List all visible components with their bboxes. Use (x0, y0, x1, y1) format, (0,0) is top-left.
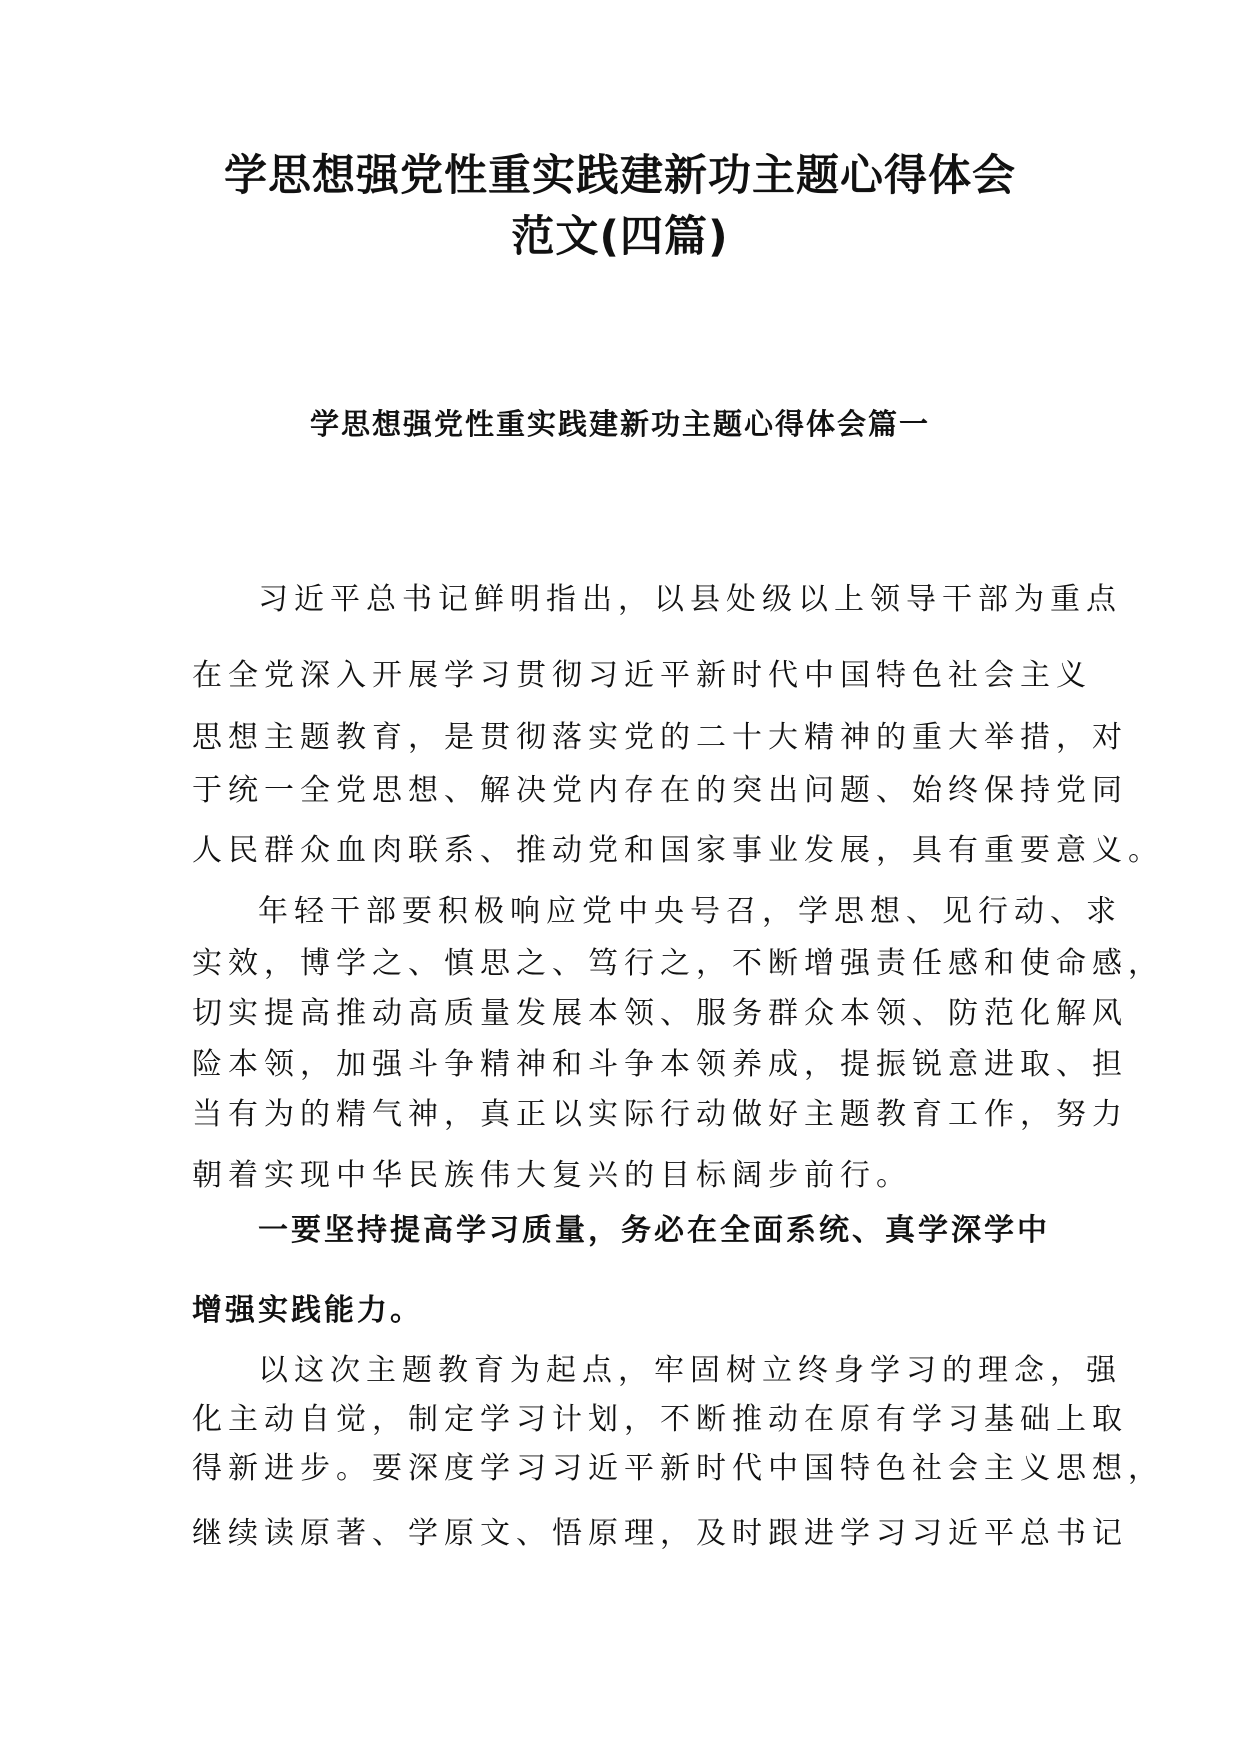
section-title: 学思想强党性重实践建新功主题心得体会篇一 (309, 407, 930, 441)
body-line: 当有为的精气神，真正以实际行动做好主题教育工作，努力 (192, 1097, 1128, 1132)
document-title-line-1: 学思想强党性重实践建新功主题心得体会 (224, 151, 1016, 201)
body-line: 切实提高推动高质量发展本领、服务群众本领、防范化解风 (192, 996, 1128, 1031)
subheading-line-2: 增强实践能力。 (192, 1293, 423, 1328)
body-line: 思想主题教育，是贯彻落实党的二十大精神的重大举措，对 (192, 720, 1128, 755)
body-line: 在全党深入开展学习贯彻习近平新时代中国特色社会主义 (192, 658, 1092, 693)
body-line: 朝着实现中华民族伟大复兴的目标阔步前行。 (192, 1158, 912, 1193)
body-line: 人民群众血肉联系、推动党和国家事业发展，具有重要意义。 (192, 833, 1164, 868)
body-line: 习近平总书记鲜明指出，以县处级以上领导干部为重点 (258, 582, 1122, 617)
body-line: 于统一全党思想、解决党内存在的突出问题、始终保持党同 (192, 773, 1128, 808)
body-line: 实效，博学之、慎思之、笃行之，不断增强责任感和使命感， (192, 946, 1164, 981)
body-line: 得新进步。要深度学习习近平新时代中国特色社会主义思想， (192, 1451, 1164, 1486)
subheading-line-1: 一要坚持提高学习质量，务必在全面系统、真学深学中 (258, 1213, 1050, 1248)
body-line: 继续读原著、学原文、悟原理，及时跟进学习习近平总书记 (192, 1516, 1128, 1551)
body-line: 以这次主题教育为起点，牢固树立终身学习的理念，强 (258, 1353, 1122, 1388)
document-title-line-2: 范文(四篇) (511, 212, 729, 262)
body-line: 化主动自觉，制定学习计划，不断推动在原有学习基础上取 (192, 1402, 1128, 1437)
body-line: 年轻干部要积极响应党中央号召，学思想、见行动、求 (258, 894, 1122, 929)
body-line: 险本领，加强斗争精神和斗争本领养成，提振锐意进取、担 (192, 1047, 1128, 1082)
